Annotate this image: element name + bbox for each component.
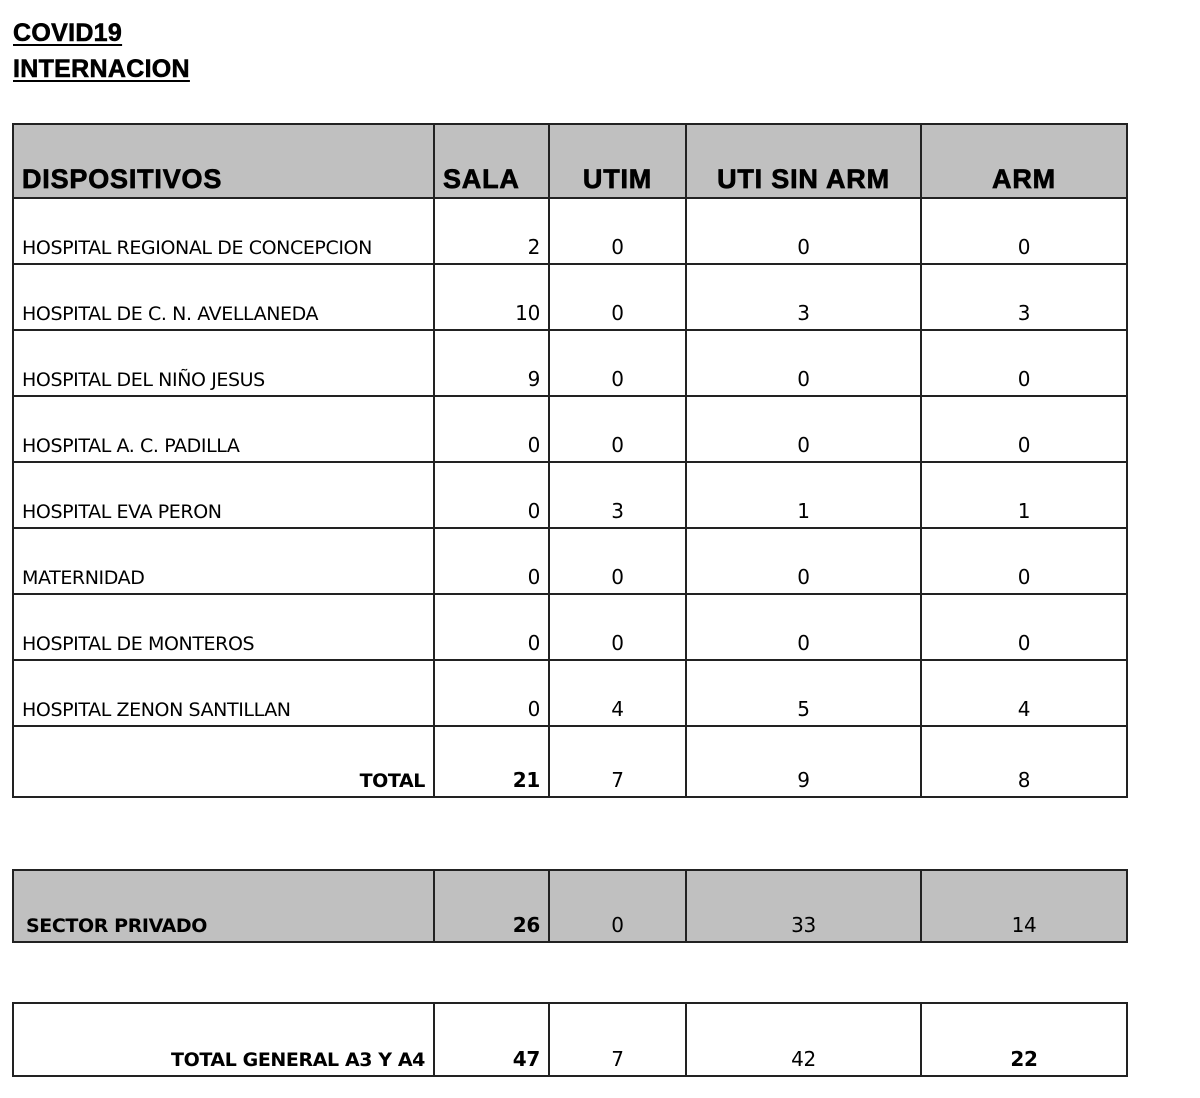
total-utim: 7 [549, 726, 686, 797]
uti-sin-arm-value: 0 [686, 198, 921, 264]
arm-value: 0 [921, 594, 1127, 660]
utim-value: 0 [549, 594, 686, 660]
header-dispositivos: DISPOSITIVOS [13, 124, 434, 198]
sector-privado-sala: 26 [434, 870, 549, 942]
sala-value: 0 [434, 594, 549, 660]
utim-value: 0 [549, 198, 686, 264]
arm-value: 3 [921, 264, 1127, 330]
uti-sin-arm-value: 0 [686, 396, 921, 462]
total-row [13, 726, 1127, 797]
uti-sin-arm-value: 0 [686, 528, 921, 594]
utim-value: 4 [549, 660, 686, 726]
hospital-name: HOSPITAL A. C. PADILLA [13, 396, 434, 462]
sala-value: 0 [434, 528, 549, 594]
table-row [13, 396, 1127, 462]
total-arm: 8 [921, 726, 1127, 797]
sector-privado-label: SECTOR PRIVADO [13, 870, 434, 942]
uti-sin-arm-value: 1 [686, 462, 921, 528]
arm-value: 0 [921, 198, 1127, 264]
hospital-name: MATERNIDAD [13, 528, 434, 594]
sala-value: 0 [434, 660, 549, 726]
table-row [13, 330, 1127, 396]
total-general-utim: 7 [549, 1003, 686, 1076]
total-uti-sin-arm: 9 [686, 726, 921, 797]
utim-value: 0 [549, 528, 686, 594]
table-row [13, 264, 1127, 330]
hospital-name: HOSPITAL ZENON SANTILLAN [13, 660, 434, 726]
arm-value: 0 [921, 396, 1127, 462]
header-arm: ARM [921, 124, 1127, 198]
uti-sin-arm-value: 5 [686, 660, 921, 726]
total-label: TOTAL [13, 726, 434, 797]
title-covid19: COVID19 [13, 19, 123, 47]
table-row [13, 660, 1127, 726]
sector-privado-table [12, 869, 1128, 943]
sala-value: 10 [434, 264, 549, 330]
sala-value: 0 [434, 396, 549, 462]
internacion-table [12, 123, 1128, 798]
title-internacion: INTERNACION [13, 55, 190, 83]
sector-privado-utim: 0 [549, 870, 686, 942]
header-sala: SALA [434, 124, 549, 198]
hospital-name: HOSPITAL DE MONTEROS [13, 594, 434, 660]
uti-sin-arm-value: 0 [686, 330, 921, 396]
total-general-sala: 47 [434, 1003, 549, 1076]
hospital-name: HOSPITAL DE C. N. AVELLANEDA [13, 264, 434, 330]
hospital-name: HOSPITAL REGIONAL DE CONCEPCION [13, 198, 434, 264]
uti-sin-arm-value: 0 [686, 594, 921, 660]
table-row [13, 462, 1127, 528]
header-utim: UTIM [549, 124, 686, 198]
sector-privado-arm: 14 [921, 870, 1127, 942]
total-general-label: TOTAL GENERAL A3 Y A4 [13, 1003, 434, 1076]
table-row [13, 528, 1127, 594]
utim-value: 0 [549, 330, 686, 396]
hospital-name: HOSPITAL DEL NIÑO JESUS [13, 330, 434, 396]
sector-privado-uti-sin-arm: 33 [686, 870, 921, 942]
table-row [13, 198, 1127, 264]
sector-privado-row [13, 870, 1127, 942]
utim-value: 0 [549, 396, 686, 462]
total-general-arm: 22 [921, 1003, 1127, 1076]
arm-value: 0 [921, 528, 1127, 594]
utim-value: 0 [549, 264, 686, 330]
total-sala: 21 [434, 726, 549, 797]
total-general-table [12, 1002, 1128, 1077]
header-uti-sin-arm: UTI SIN ARM [686, 124, 921, 198]
arm-value: 4 [921, 660, 1127, 726]
sala-value: 0 [434, 462, 549, 528]
sala-value: 2 [434, 198, 549, 264]
uti-sin-arm-value: 3 [686, 264, 921, 330]
total-general-row [13, 1003, 1127, 1076]
hospital-name: HOSPITAL EVA PERON [13, 462, 434, 528]
total-general-uti-sin-arm: 42 [686, 1003, 921, 1076]
utim-value: 3 [549, 462, 686, 528]
table-row [13, 594, 1127, 660]
arm-value: 0 [921, 330, 1127, 396]
arm-value: 1 [921, 462, 1127, 528]
sala-value: 9 [434, 330, 549, 396]
header-row [13, 124, 1127, 198]
